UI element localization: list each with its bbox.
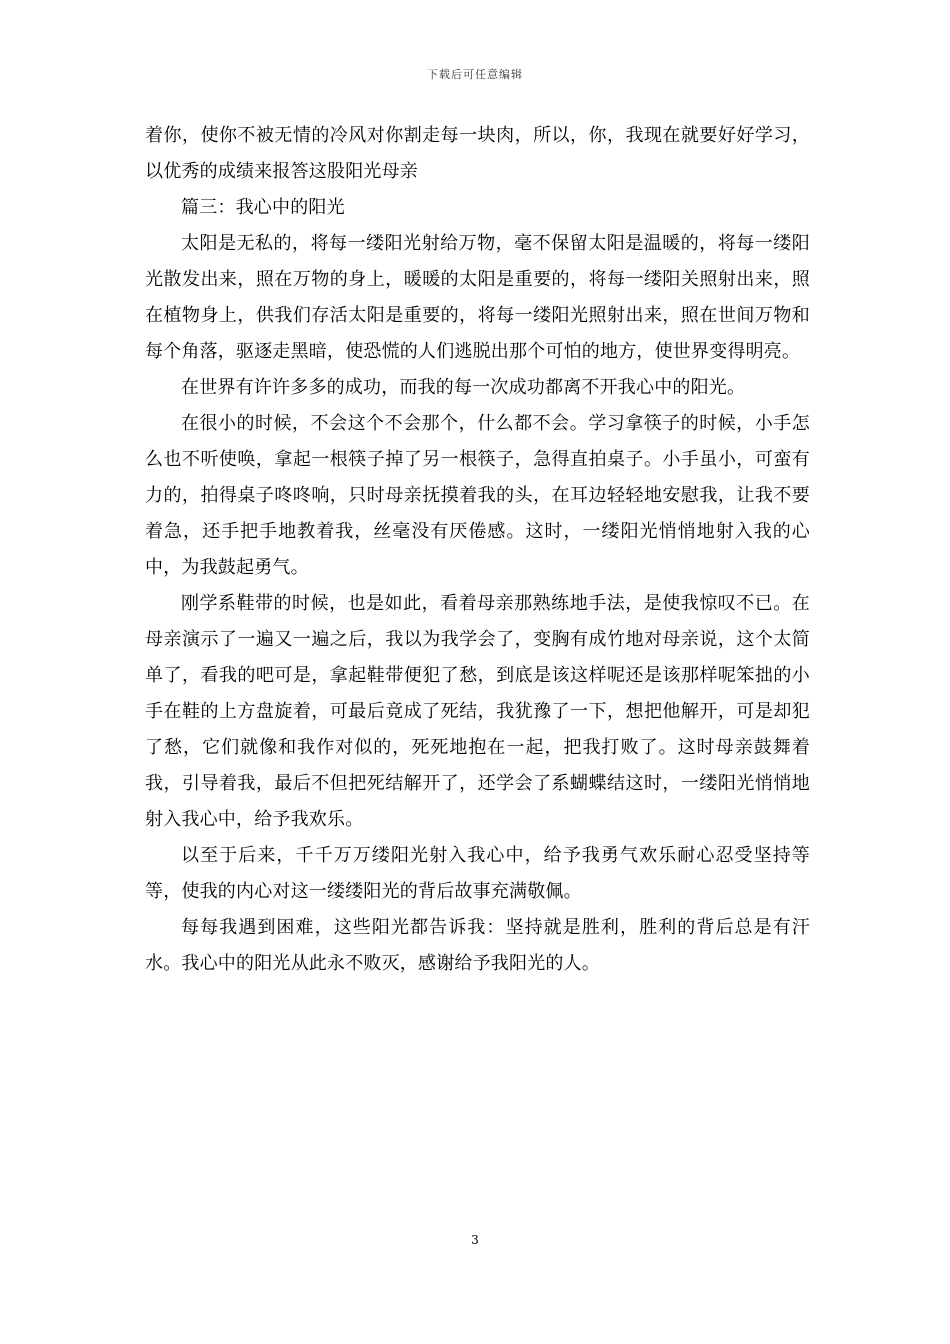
paragraph: 每每我遇到困难，这些阳光都告诉我：坚持就是胜利，胜利的背后总是有汗水。我心中的阳光从此永不败灭，感谢给予我阳光的人。 [145, 917, 810, 974]
paragraph-continuation: 着你，使你不被无情的冷风对你割走每一块肉，所以，你，我现在就要好好学习，以优秀的成绩来报答这股阳光母亲 [145, 125, 810, 182]
page-header: 下载后可任意编辑 [427, 68, 523, 81]
paragraph: 在世界有许许多多的成功，而我的每一次成功都离不开我心中的阳光。 [181, 377, 746, 398]
paragraph: 以至于后来，千千万万缕阳光射入我心中，给予我勇气欢乐耐心忍受坚持等等，使我的内心对这一缕缕阳光的背后故事充满敬佩。 [145, 845, 810, 902]
paragraph: 刚学系鞋带的时候，也是如此，看着母亲那熟练地手法，是使我惊叹不已。在母亲演示了一遍又一遍之后，我以为我学会了，变胸有成竹地对母亲说，这个太简单了，看我的吧可是，拿起鞋带便犯了愁，到底是该这样呢还是该那样呢笨拙的小手在鞋的上方盘旋着，可最后竟成了死结，我犹豫了一下，想把他解开，可是却犯了愁，它们就像和我作对似的，死死地抱在一起，把我打败了。这时母亲鼓舞着我，引导着我，最后不但把死结解开了，还学会了系蝴蝶结这时，一缕阳光悄悄地射入我心中，给予我欢乐。 [145, 593, 810, 830]
paragraph: 在很小的时候，不会这个不会那个，什么都不会。学习拿筷子的时候，小手怎么也不听使唤，拿起一根筷子掉了另一根筷子，急得直拍桌子。小手虽小，可蛮有力的，拍得桌子咚咚响，只时母亲抚摸着我的头，在耳边轻轻地安慰我，让我不要着急，还手把手地教着我，丝毫没有厌倦感。这时，一缕阳光悄悄地射入我的心中，为我鼓起勇气。 [145, 413, 810, 578]
page-number: 3 [471, 1233, 479, 1247]
paragraph: 太阳是无私的，将每一缕阳光射给万物，毫不保留太阳是温暖的，将每一缕阳光散发出来，照在万物的身上，暖暖的太阳是重要的，将每一缕阳关照射出来，照在植物身上，供我们存活太阳是重要的，将每一缕阳光照射出来，照在世间万物和每个角落，驱逐走黑暗，使恐慌的人们逃脱出那个可怕的地方，使世界变得明亮。 [145, 233, 810, 362]
section-title: 篇三：我心中的阳光 [181, 197, 345, 218]
document-body [145, 118, 810, 982]
